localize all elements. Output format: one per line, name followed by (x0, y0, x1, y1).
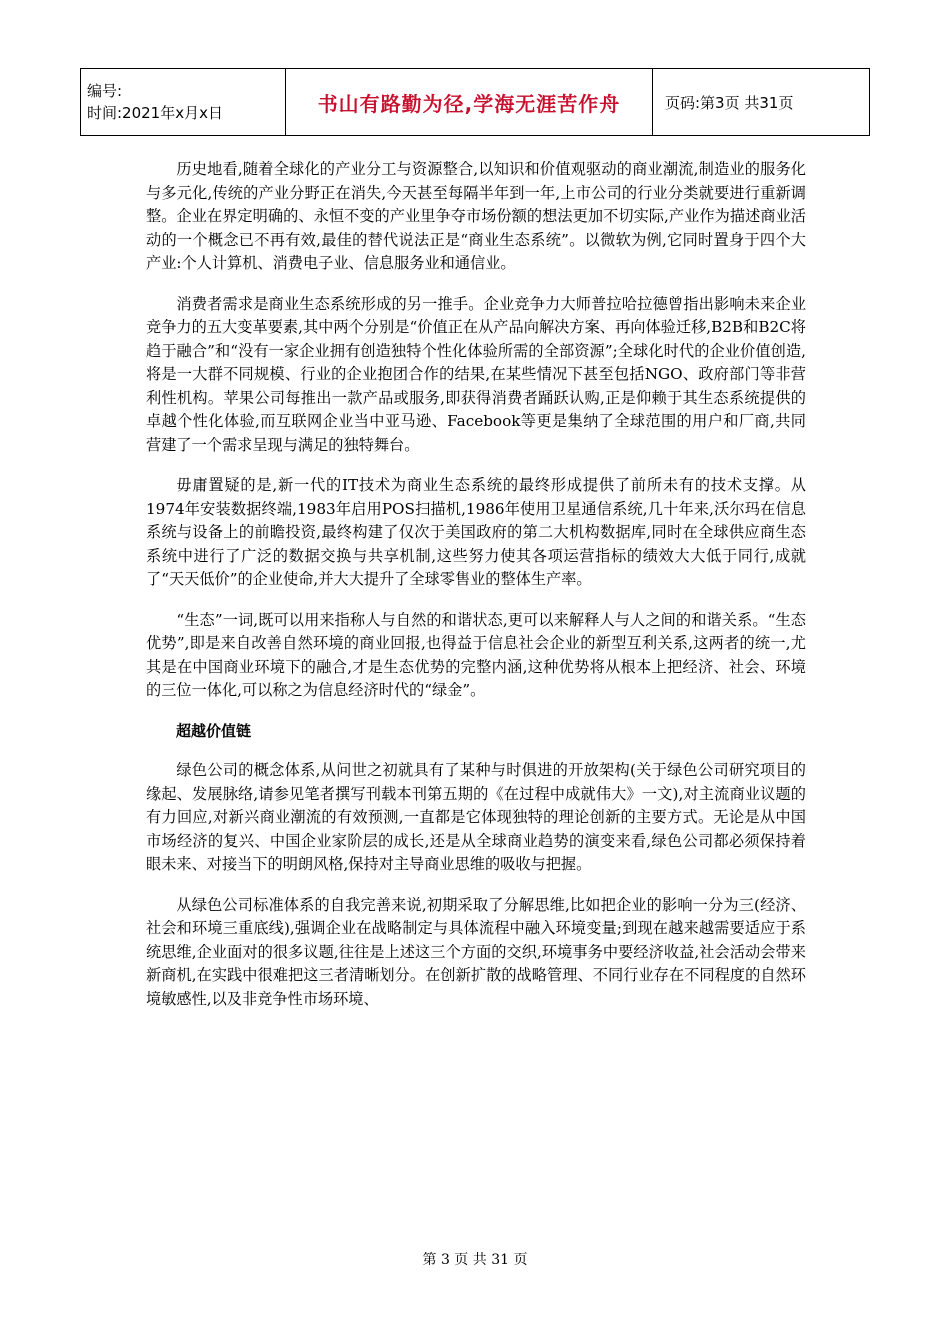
document-header (80, 68, 870, 136)
body-paragraph-6: 从绿色公司标准体系的自我完善来说,初期采取了分解思维,比如把企业的影响一分为三(经济、社会和环境三重底线),强调企业在战略制定与具体流程中融入环境变量;到现在越来越需要适应于系统思维,企业面对的很多议题,往往是上述这三个方面的交织,环境事务中要经济收益,社会活动会带来新商机,在实践中很难把这三者清晰划分。在创新扩散的战略管理、不同行业存在不同程度的自然环境敏感性,以及非竞争性市场环境、 (146, 895, 806, 1008)
header-page-info: 页码:第3页 共31页 (653, 69, 870, 136)
document-body (146, 158, 806, 1028)
body-paragraph-4: “生态”一词,既可以用来指称人与自然的和谐状态,更可以来解释人与人之间的和谐关系。“生态优势”,即是来自改善自然环境的商业回报,也得益于信息社会企业的新型互利关系,这两者的统一,尤其是在中国商业环境下的融合,才是生态优势的完整内涵,这种优势将从根本上把经济、社会、环境的三位一体化,可以称之为信息经济时代的“绿金”。 (146, 610, 806, 699)
header-motto: 书山有路勤为径,学海无涯苦作舟 (286, 69, 653, 136)
page-footer: 第 3 页 共 31 页 (422, 1252, 528, 1268)
document-date-label: 时间:2021年x月x日 (87, 104, 223, 122)
header-meta-cell (81, 69, 286, 136)
section-heading: 超越价值链 (176, 721, 252, 740)
document-number-label: 编号: (87, 82, 123, 100)
body-paragraph-2: 消费者需求是商业生态系统形成的另一推手。企业竞争力大师普拉哈拉德曾指出影响未来企业竞争力的五大变革要素,其中两个分别是“价值正在从产品向解决方案、再向体验迁移,B2B和B2C将趋于融合”和“没有一家企业拥有创造独特个性化体验所需的全部资源”;全球化时代的企业价值创造,将是一大群不同规模、行业的企业抱团合作的结果,在某些情况下甚至包括NGO、政府部门等非营利性机构。苹果公司每推出一款产品或服务,即获得消费者踊跃认购,正是仰赖于其生态系统提供的卓越个性化体验,而互联网企业当中亚马逊、Facebook等更是集纳了全球范围的用户和厂商,共同营建了一个需求呈现与满足的独特舞台。 (146, 294, 806, 454)
body-paragraph-1: 历史地看,随着全球化的产业分工与资源整合,以知识和价值观驱动的商业潮流,制造业的服务化与多元化,传统的产业分野正在消失,今天甚至每隔半年到一年,上市公司的行业分类就要进行重新调整。企业在界定明确的、永恒不变的产业里争夺市场份额的想法更加不切实际,产业作为描述商业活动的一个概念已不再有效,最佳的替代说法正是“商业生态系统”。以微软为例,它同时置身于四个大产业:个人计算机、消费电子业、信息服务业和通信业。 (146, 160, 806, 272)
body-paragraph-5: 绿色公司的概念体系,从问世之初就具有了某种与时俱进的开放架构(关于绿色公司研究项目的缘起、发展脉络,请参见笔者撰写刊载本刊第五期的《在过程中成就伟大》一文),对主流商业议题的有力回应,对新兴商业潮流的有效预测,一直都是它体现独特的理论创新的主要方式。无论是从中国市场经济的复兴、中国企业家阶层的成长,还是从全球商业趋势的演变来看,绿色公司都必须保持着眼未来、对接当下的明朗风格,保持对主导商业思维的吸收与把握。 (146, 761, 806, 873)
body-paragraph-3: 毋庸置疑的是,新一代的IT技术为商业生态系统的最终形成提供了前所未有的技术支撑。从1974年安装数据终端,1983年启用POS扫描机,1986年使用卫星通信系统,几十年来,沃尔玛在信息系统与设备上的前瞻投资,最终构建了仅次于美国政府的第二大机构数据库,同时在全球供应商生态系统中进行了广泛的数据交换与共享机制,这些努力使其各项运营指标的绩效大大低于同行,成就了“天天低价”的企业使命,并大大提升了全球零售业的整体生产率。 (146, 476, 806, 588)
